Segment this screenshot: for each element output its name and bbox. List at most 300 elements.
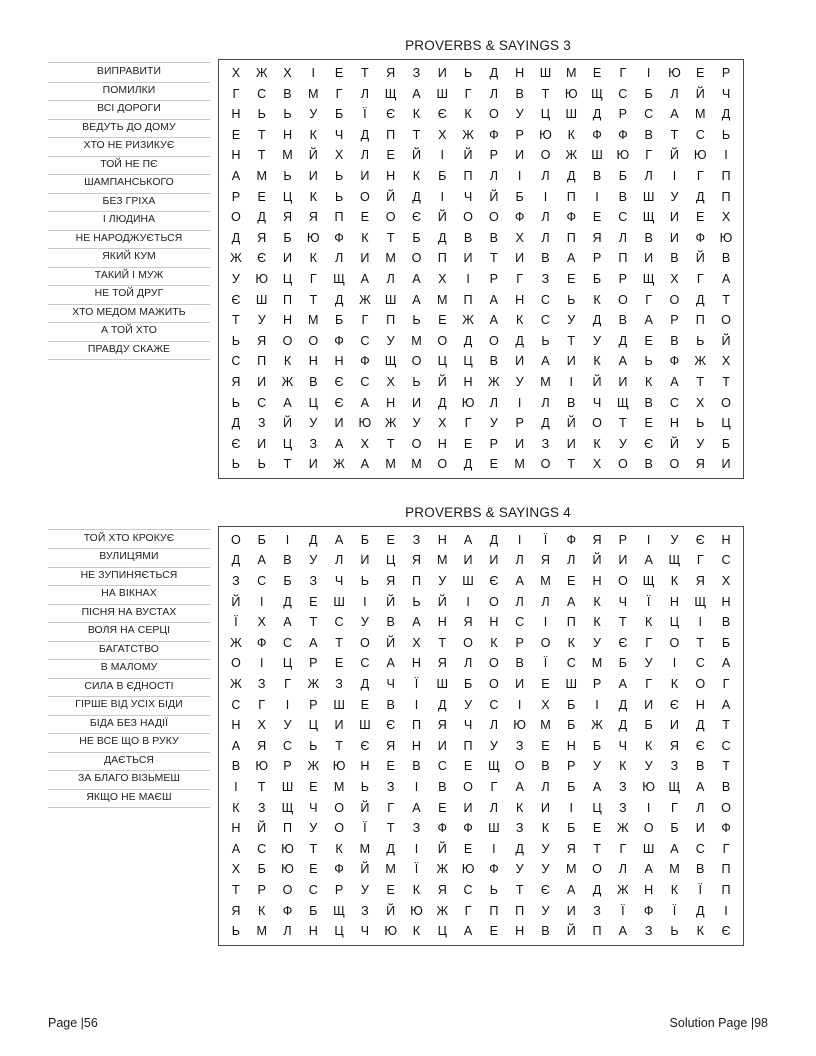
grid-cell[interactable]: Р: [257, 882, 266, 897]
grid-cell[interactable]: Є: [540, 882, 550, 897]
grid-cell[interactable]: А: [283, 395, 292, 410]
grid-cell[interactable]: Б: [721, 436, 731, 451]
grid-cell[interactable]: Ю: [461, 395, 475, 410]
grid-cell[interactable]: Ц: [669, 615, 680, 630]
grid-cell[interactable]: З: [644, 924, 653, 939]
grid-cell[interactable]: Є: [386, 718, 396, 733]
grid-cell[interactable]: Ї: [363, 821, 367, 836]
grid-cell[interactable]: А: [412, 86, 421, 101]
grid-cell[interactable]: Є: [386, 107, 396, 122]
grid-cell[interactable]: Ю: [719, 230, 733, 245]
grid-cell[interactable]: Р: [515, 635, 524, 650]
grid-cell[interactable]: К: [464, 107, 472, 122]
grid-cell[interactable]: З: [232, 574, 240, 589]
grid-cell[interactable]: Й: [257, 821, 267, 836]
grid-cell[interactable]: Д: [231, 416, 241, 431]
grid-cell[interactable]: Ф: [643, 903, 654, 918]
grid-cell[interactable]: Ц: [592, 800, 602, 815]
grid-cell[interactable]: У: [231, 271, 240, 286]
grid-cell[interactable]: Л: [489, 168, 498, 183]
grid-cell[interactable]: Н: [308, 354, 318, 369]
grid-cell[interactable]: З: [541, 271, 550, 286]
grid-cell[interactable]: Р: [309, 697, 318, 712]
grid-cell[interactable]: Ф: [489, 862, 499, 877]
grid-cell[interactable]: П: [463, 738, 473, 753]
grid-cell[interactable]: Е: [386, 759, 395, 774]
grid-cell[interactable]: Ч: [386, 677, 395, 692]
grid-cell[interactable]: Р: [618, 107, 628, 122]
grid-cell[interactable]: Я: [386, 574, 396, 589]
grid-cell[interactable]: Ф: [489, 127, 499, 142]
grid-cell[interactable]: Б: [592, 271, 602, 286]
grid-cell[interactable]: Л: [386, 271, 395, 286]
grid-cell[interactable]: В: [592, 168, 602, 183]
grid-cell[interactable]: Й: [386, 903, 396, 918]
grid-cell[interactable]: Ч: [309, 800, 318, 815]
grid-cell[interactable]: К: [644, 738, 653, 753]
grid-cell[interactable]: Т: [722, 718, 730, 733]
grid-cell[interactable]: Т: [593, 841, 601, 856]
grid-cell[interactable]: А: [567, 882, 576, 897]
grid-cell[interactable]: О: [437, 457, 448, 472]
grid-cell[interactable]: О: [411, 436, 422, 451]
grid-cell[interactable]: У: [515, 862, 524, 877]
grid-cell[interactable]: Ц: [437, 924, 447, 939]
grid-cell[interactable]: Ю: [461, 862, 475, 877]
grid-cell[interactable]: М: [669, 862, 680, 877]
grid-cell[interactable]: Д: [618, 333, 628, 348]
grid-cell[interactable]: Ж: [591, 718, 603, 733]
grid-cell[interactable]: Т: [515, 882, 524, 897]
grid-cell[interactable]: О: [334, 800, 344, 815]
grid-cell[interactable]: Б: [567, 780, 576, 794]
grid-cell[interactable]: Ь: [463, 66, 473, 80]
grid-cell[interactable]: Ь: [721, 127, 731, 142]
grid-cell[interactable]: І: [517, 395, 522, 410]
grid-cell[interactable]: В: [283, 553, 292, 568]
grid-cell[interactable]: Л: [670, 86, 679, 101]
grid-cell[interactable]: У: [567, 313, 576, 328]
grid-cell[interactable]: Л: [567, 553, 576, 568]
grid-cell[interactable]: Л: [541, 594, 550, 609]
grid-cell[interactable]: Ш: [642, 841, 655, 856]
grid-cell[interactable]: Г: [284, 677, 291, 692]
grid-cell[interactable]: Й: [489, 189, 499, 204]
grid-cell[interactable]: Б: [412, 230, 421, 245]
grid-cell[interactable]: И: [540, 800, 550, 815]
grid-cell[interactable]: М: [385, 251, 396, 266]
grid-cell[interactable]: Щ: [642, 271, 655, 286]
grid-cell[interactable]: Ц: [308, 718, 318, 733]
grid-cell[interactable]: М: [540, 574, 551, 589]
grid-cell[interactable]: П: [282, 821, 293, 836]
grid-cell[interactable]: Ж: [359, 292, 371, 307]
grid-cell[interactable]: П: [437, 251, 447, 266]
grid-cell[interactable]: Ь: [670, 924, 679, 939]
grid-cell[interactable]: Е: [463, 436, 473, 451]
grid-cell[interactable]: І: [440, 148, 445, 163]
grid-cell[interactable]: Е: [489, 457, 499, 472]
grid-cell[interactable]: В: [386, 697, 395, 712]
grid-cell[interactable]: Е: [696, 210, 705, 225]
grid-cell[interactable]: Д: [463, 333, 473, 348]
grid-cell[interactable]: О: [359, 189, 370, 204]
grid-cell[interactable]: Н: [231, 107, 241, 122]
grid-cell[interactable]: А: [360, 457, 370, 472]
grid-cell[interactable]: С: [334, 615, 344, 630]
grid-cell[interactable]: М: [566, 66, 577, 80]
grid-cell[interactable]: К: [515, 313, 524, 328]
grid-cell[interactable]: М: [566, 862, 577, 877]
grid-cell[interactable]: Є: [257, 251, 267, 266]
grid-cell[interactable]: О: [231, 210, 241, 225]
grid-cell[interactable]: З: [412, 532, 421, 547]
grid-cell[interactable]: Ж: [255, 66, 268, 80]
grid-cell[interactable]: М: [385, 862, 396, 877]
grid-cell[interactable]: Є: [695, 738, 705, 753]
grid-cell[interactable]: Н: [231, 821, 241, 836]
grid-cell[interactable]: Б: [618, 168, 627, 183]
grid-cell[interactable]: П: [721, 882, 731, 897]
grid-cell[interactable]: И: [644, 697, 654, 712]
grid-cell[interactable]: Ь: [231, 395, 241, 410]
grid-cell[interactable]: У: [386, 333, 395, 348]
grid-cell[interactable]: Р: [592, 677, 602, 692]
grid-cell[interactable]: Ї: [414, 862, 419, 877]
grid-cell[interactable]: Д: [695, 189, 705, 204]
grid-cell[interactable]: Т: [619, 416, 627, 431]
grid-cell[interactable]: Ь: [412, 594, 421, 609]
grid-cell[interactable]: О: [592, 416, 602, 431]
grid-cell[interactable]: Н: [695, 697, 705, 712]
grid-cell[interactable]: В: [541, 924, 550, 939]
grid-cell[interactable]: Т: [567, 457, 576, 472]
grid-cell[interactable]: Ф: [721, 821, 731, 836]
grid-cell[interactable]: Б: [670, 821, 679, 836]
grid-cell[interactable]: Д: [334, 292, 344, 307]
grid-cell[interactable]: Ж: [462, 127, 474, 142]
grid-cell[interactable]: Я: [566, 841, 576, 856]
grid-cell[interactable]: Р: [489, 436, 499, 451]
grid-cell[interactable]: Н: [437, 436, 447, 451]
grid-cell[interactable]: Ї: [672, 903, 677, 918]
grid-cell[interactable]: Г: [387, 800, 395, 815]
grid-cell[interactable]: Т: [283, 457, 292, 472]
grid-cell[interactable]: Г: [361, 313, 369, 328]
grid-cell[interactable]: О: [411, 251, 422, 266]
grid-cell[interactable]: У: [309, 553, 318, 568]
grid-cell[interactable]: О: [231, 532, 241, 547]
grid-cell[interactable]: И: [669, 230, 679, 245]
grid-cell[interactable]: К: [593, 292, 601, 307]
grid-cell[interactable]: Й: [411, 148, 421, 163]
grid-cell[interactable]: Н: [360, 759, 370, 774]
grid-cell[interactable]: Е: [334, 656, 344, 671]
grid-cell[interactable]: О: [359, 635, 370, 650]
grid-cell[interactable]: І: [646, 800, 651, 815]
grid-cell[interactable]: О: [669, 635, 680, 650]
grid-cell[interactable]: У: [541, 862, 550, 877]
grid-cell[interactable]: М: [256, 168, 267, 183]
grid-cell[interactable]: О: [308, 333, 319, 348]
grid-cell[interactable]: У: [283, 718, 292, 733]
grid-cell[interactable]: Є: [437, 107, 447, 122]
grid-cell[interactable]: Н: [231, 148, 241, 163]
grid-cell[interactable]: А: [670, 374, 679, 389]
grid-cell[interactable]: А: [670, 841, 679, 856]
grid-cell[interactable]: Ж: [617, 821, 629, 836]
grid-cell[interactable]: В: [463, 230, 473, 245]
grid-cell[interactable]: М: [694, 107, 706, 122]
grid-cell[interactable]: С: [540, 292, 551, 307]
grid-cell[interactable]: Г: [645, 292, 653, 307]
grid-cell[interactable]: О: [540, 457, 551, 472]
grid-cell[interactable]: И: [334, 416, 344, 431]
grid-cell[interactable]: К: [309, 127, 317, 142]
grid-cell[interactable]: Р: [489, 148, 499, 163]
grid-cell[interactable]: В: [489, 230, 499, 245]
grid-cell[interactable]: І: [466, 594, 470, 609]
grid-cell[interactable]: Р: [334, 882, 344, 897]
grid-cell[interactable]: О: [669, 457, 680, 472]
grid-cell[interactable]: Ч: [618, 594, 628, 609]
grid-cell[interactable]: О: [334, 821, 344, 836]
grid-cell[interactable]: П: [386, 313, 396, 328]
grid-cell[interactable]: С: [463, 882, 473, 897]
grid-cell[interactable]: А: [644, 862, 653, 877]
grid-cell[interactable]: Е: [360, 210, 370, 225]
grid-cell[interactable]: А: [334, 436, 344, 451]
grid-cell[interactable]: Е: [541, 677, 550, 692]
grid-cell[interactable]: Е: [386, 882, 395, 897]
grid-cell[interactable]: В: [386, 615, 395, 630]
grid-cell[interactable]: Е: [644, 333, 653, 348]
grid-cell[interactable]: А: [257, 553, 266, 568]
grid-cell[interactable]: Д: [412, 189, 421, 204]
grid-cell[interactable]: П: [721, 862, 731, 877]
grid-cell[interactable]: В: [231, 759, 241, 774]
grid-cell[interactable]: З: [309, 574, 318, 589]
grid-cell[interactable]: Х: [334, 148, 344, 163]
grid-cell[interactable]: И: [515, 251, 525, 266]
grid-cell[interactable]: Ж: [307, 759, 320, 774]
grid-cell[interactable]: К: [567, 635, 575, 650]
grid-cell[interactable]: Б: [257, 862, 266, 877]
grid-cell[interactable]: О: [540, 148, 551, 163]
grid-cell[interactable]: Д: [515, 333, 524, 348]
grid-cell[interactable]: Т: [257, 780, 266, 794]
grid-cell[interactable]: К: [619, 759, 627, 774]
grid-cell[interactable]: О: [669, 292, 680, 307]
grid-cell[interactable]: К: [644, 374, 653, 389]
grid-cell[interactable]: О: [721, 800, 731, 815]
grid-cell[interactable]: Ш: [462, 574, 474, 589]
grid-cell[interactable]: В: [412, 759, 421, 774]
grid-cell[interactable]: П: [566, 189, 576, 204]
grid-cell[interactable]: Б: [515, 189, 524, 204]
grid-cell[interactable]: Щ: [616, 395, 629, 410]
grid-cell[interactable]: Б: [360, 532, 370, 547]
grid-cell[interactable]: У: [464, 697, 473, 712]
grid-cell[interactable]: Х: [438, 271, 447, 286]
grid-cell[interactable]: Ь: [489, 882, 498, 897]
grid-cell[interactable]: З: [619, 800, 627, 815]
grid-cell[interactable]: В: [670, 333, 679, 348]
grid-cell[interactable]: Ю: [281, 841, 294, 856]
grid-cell[interactable]: Е: [644, 416, 653, 431]
grid-cell[interactable]: А: [489, 313, 499, 328]
grid-cell[interactable]: З: [257, 416, 266, 431]
grid-cell[interactable]: А: [412, 615, 421, 630]
grid-cell[interactable]: О: [617, 457, 628, 472]
grid-cell[interactable]: Г: [619, 841, 627, 856]
grid-cell[interactable]: М: [308, 86, 319, 101]
grid-cell[interactable]: Ш: [281, 780, 294, 794]
grid-cell[interactable]: Ь: [283, 107, 292, 122]
grid-cell[interactable]: С: [257, 574, 267, 589]
grid-cell[interactable]: А: [463, 924, 473, 939]
grid-cell[interactable]: Щ: [668, 780, 681, 794]
grid-cell[interactable]: Ь: [283, 168, 292, 183]
grid-cell[interactable]: Й: [463, 148, 473, 163]
grid-cell[interactable]: Ц: [282, 436, 293, 451]
grid-cell[interactable]: Р: [670, 313, 679, 328]
grid-cell[interactable]: И: [566, 354, 576, 369]
grid-cell[interactable]: Т: [696, 374, 705, 389]
grid-cell[interactable]: Д: [463, 457, 473, 472]
grid-cell[interactable]: Р: [515, 416, 524, 431]
grid-cell[interactable]: Л: [334, 251, 344, 266]
grid-cell[interactable]: Ю: [642, 780, 656, 794]
grid-cell[interactable]: К: [593, 354, 601, 369]
grid-cell[interactable]: Ж: [462, 313, 474, 328]
grid-cell[interactable]: П: [515, 903, 525, 918]
grid-cell[interactable]: Ж: [384, 416, 397, 431]
grid-cell[interactable]: Ь: [334, 168, 344, 183]
grid-cell[interactable]: И: [644, 251, 654, 266]
grid-cell[interactable]: С: [618, 86, 628, 101]
grid-cell[interactable]: О: [514, 759, 525, 774]
grid-cell[interactable]: Н: [644, 882, 654, 897]
grid-cell[interactable]: Й: [566, 924, 576, 939]
grid-cell[interactable]: Ж: [488, 374, 500, 389]
grid-cell[interactable]: Е: [386, 532, 395, 547]
grid-cell[interactable]: Ж: [307, 677, 320, 692]
grid-cell[interactable]: И: [463, 553, 473, 568]
grid-cell[interactable]: Й: [437, 374, 447, 389]
grid-cell[interactable]: О: [721, 313, 731, 328]
grid-cell[interactable]: Ь: [696, 333, 705, 348]
grid-cell[interactable]: Д: [618, 697, 628, 712]
grid-cell[interactable]: І: [259, 656, 264, 671]
grid-cell[interactable]: Х: [283, 66, 292, 80]
grid-cell[interactable]: Л: [541, 230, 550, 245]
grid-cell[interactable]: Є: [618, 635, 628, 650]
grid-cell[interactable]: Ю: [539, 127, 552, 142]
grid-cell[interactable]: Ч: [463, 189, 473, 204]
grid-cell[interactable]: Е: [696, 66, 705, 80]
grid-cell[interactable]: И: [618, 374, 628, 389]
grid-cell[interactable]: Н: [592, 574, 602, 589]
word-search-grid-1[interactable]: [218, 59, 744, 479]
grid-cell[interactable]: І: [414, 780, 419, 794]
grid-cell[interactable]: У: [593, 333, 602, 348]
grid-cell[interactable]: С: [721, 553, 731, 568]
grid-cell[interactable]: О: [721, 395, 731, 410]
grid-cell[interactable]: Ь: [231, 924, 241, 939]
grid-cell[interactable]: К: [309, 251, 317, 266]
grid-cell[interactable]: З: [386, 780, 395, 794]
grid-cell[interactable]: Х: [231, 66, 241, 80]
grid-cell[interactable]: Й: [437, 594, 447, 609]
grid-cell[interactable]: І: [595, 697, 599, 712]
grid-cell[interactable]: А: [231, 168, 241, 183]
grid-cell[interactable]: С: [618, 210, 628, 225]
grid-cell[interactable]: К: [644, 615, 653, 630]
grid-cell[interactable]: Е: [438, 313, 447, 328]
grid-cell[interactable]: М: [385, 457, 396, 472]
grid-cell[interactable]: Н: [721, 532, 731, 547]
grid-cell[interactable]: Ф: [592, 127, 602, 142]
grid-cell[interactable]: Щ: [694, 594, 707, 609]
grid-cell[interactable]: Т: [335, 635, 343, 650]
grid-cell[interactable]: Б: [567, 821, 576, 836]
grid-cell[interactable]: С: [669, 395, 679, 410]
grid-cell[interactable]: Й: [308, 148, 318, 163]
grid-cell[interactable]: Б: [334, 107, 344, 122]
grid-cell[interactable]: Й: [386, 594, 396, 609]
grid-cell[interactable]: Ю: [513, 718, 527, 733]
grid-cell[interactable]: И: [463, 251, 473, 266]
grid-cell[interactable]: С: [695, 841, 705, 856]
grid-cell[interactable]: Ю: [306, 230, 320, 245]
grid-cell[interactable]: М: [411, 333, 422, 348]
grid-cell[interactable]: В: [721, 251, 731, 266]
grid-cell[interactable]: У: [515, 374, 524, 389]
grid-cell[interactable]: А: [644, 313, 653, 328]
grid-cell[interactable]: Р: [592, 251, 602, 266]
grid-cell[interactable]: Я: [437, 718, 447, 733]
grid-cell[interactable]: Г: [490, 780, 498, 794]
grid-cell[interactable]: П: [592, 924, 602, 939]
grid-cell[interactable]: Б: [567, 718, 576, 733]
grid-cell[interactable]: Ф: [437, 821, 448, 836]
grid-cell[interactable]: Я: [540, 553, 551, 568]
grid-cell[interactable]: П: [489, 903, 499, 918]
grid-cell[interactable]: Щ: [591, 86, 603, 101]
grid-cell[interactable]: С: [540, 313, 551, 328]
grid-cell[interactable]: Е: [541, 738, 550, 753]
grid-cell[interactable]: Ї: [698, 882, 702, 897]
grid-cell[interactable]: І: [259, 594, 264, 609]
grid-cell[interactable]: Ц: [721, 416, 731, 431]
grid-cell[interactable]: З: [541, 436, 550, 451]
grid-cell[interactable]: В: [644, 127, 653, 142]
grid-cell[interactable]: Ф: [695, 230, 706, 245]
grid-cell[interactable]: Р: [489, 271, 499, 286]
grid-cell[interactable]: Ф: [566, 532, 577, 547]
grid-cell[interactable]: Ш: [384, 292, 397, 307]
grid-cell[interactable]: П: [721, 189, 731, 204]
grid-cell[interactable]: Д: [515, 841, 524, 856]
grid-cell[interactable]: Я: [669, 738, 679, 753]
grid-cell[interactable]: О: [488, 333, 499, 348]
grid-cell[interactable]: А: [721, 271, 731, 286]
grid-cell[interactable]: Х: [412, 635, 421, 650]
grid-cell[interactable]: У: [257, 313, 266, 328]
grid-cell[interactable]: Е: [592, 66, 602, 80]
grid-cell[interactable]: Д: [592, 313, 602, 328]
